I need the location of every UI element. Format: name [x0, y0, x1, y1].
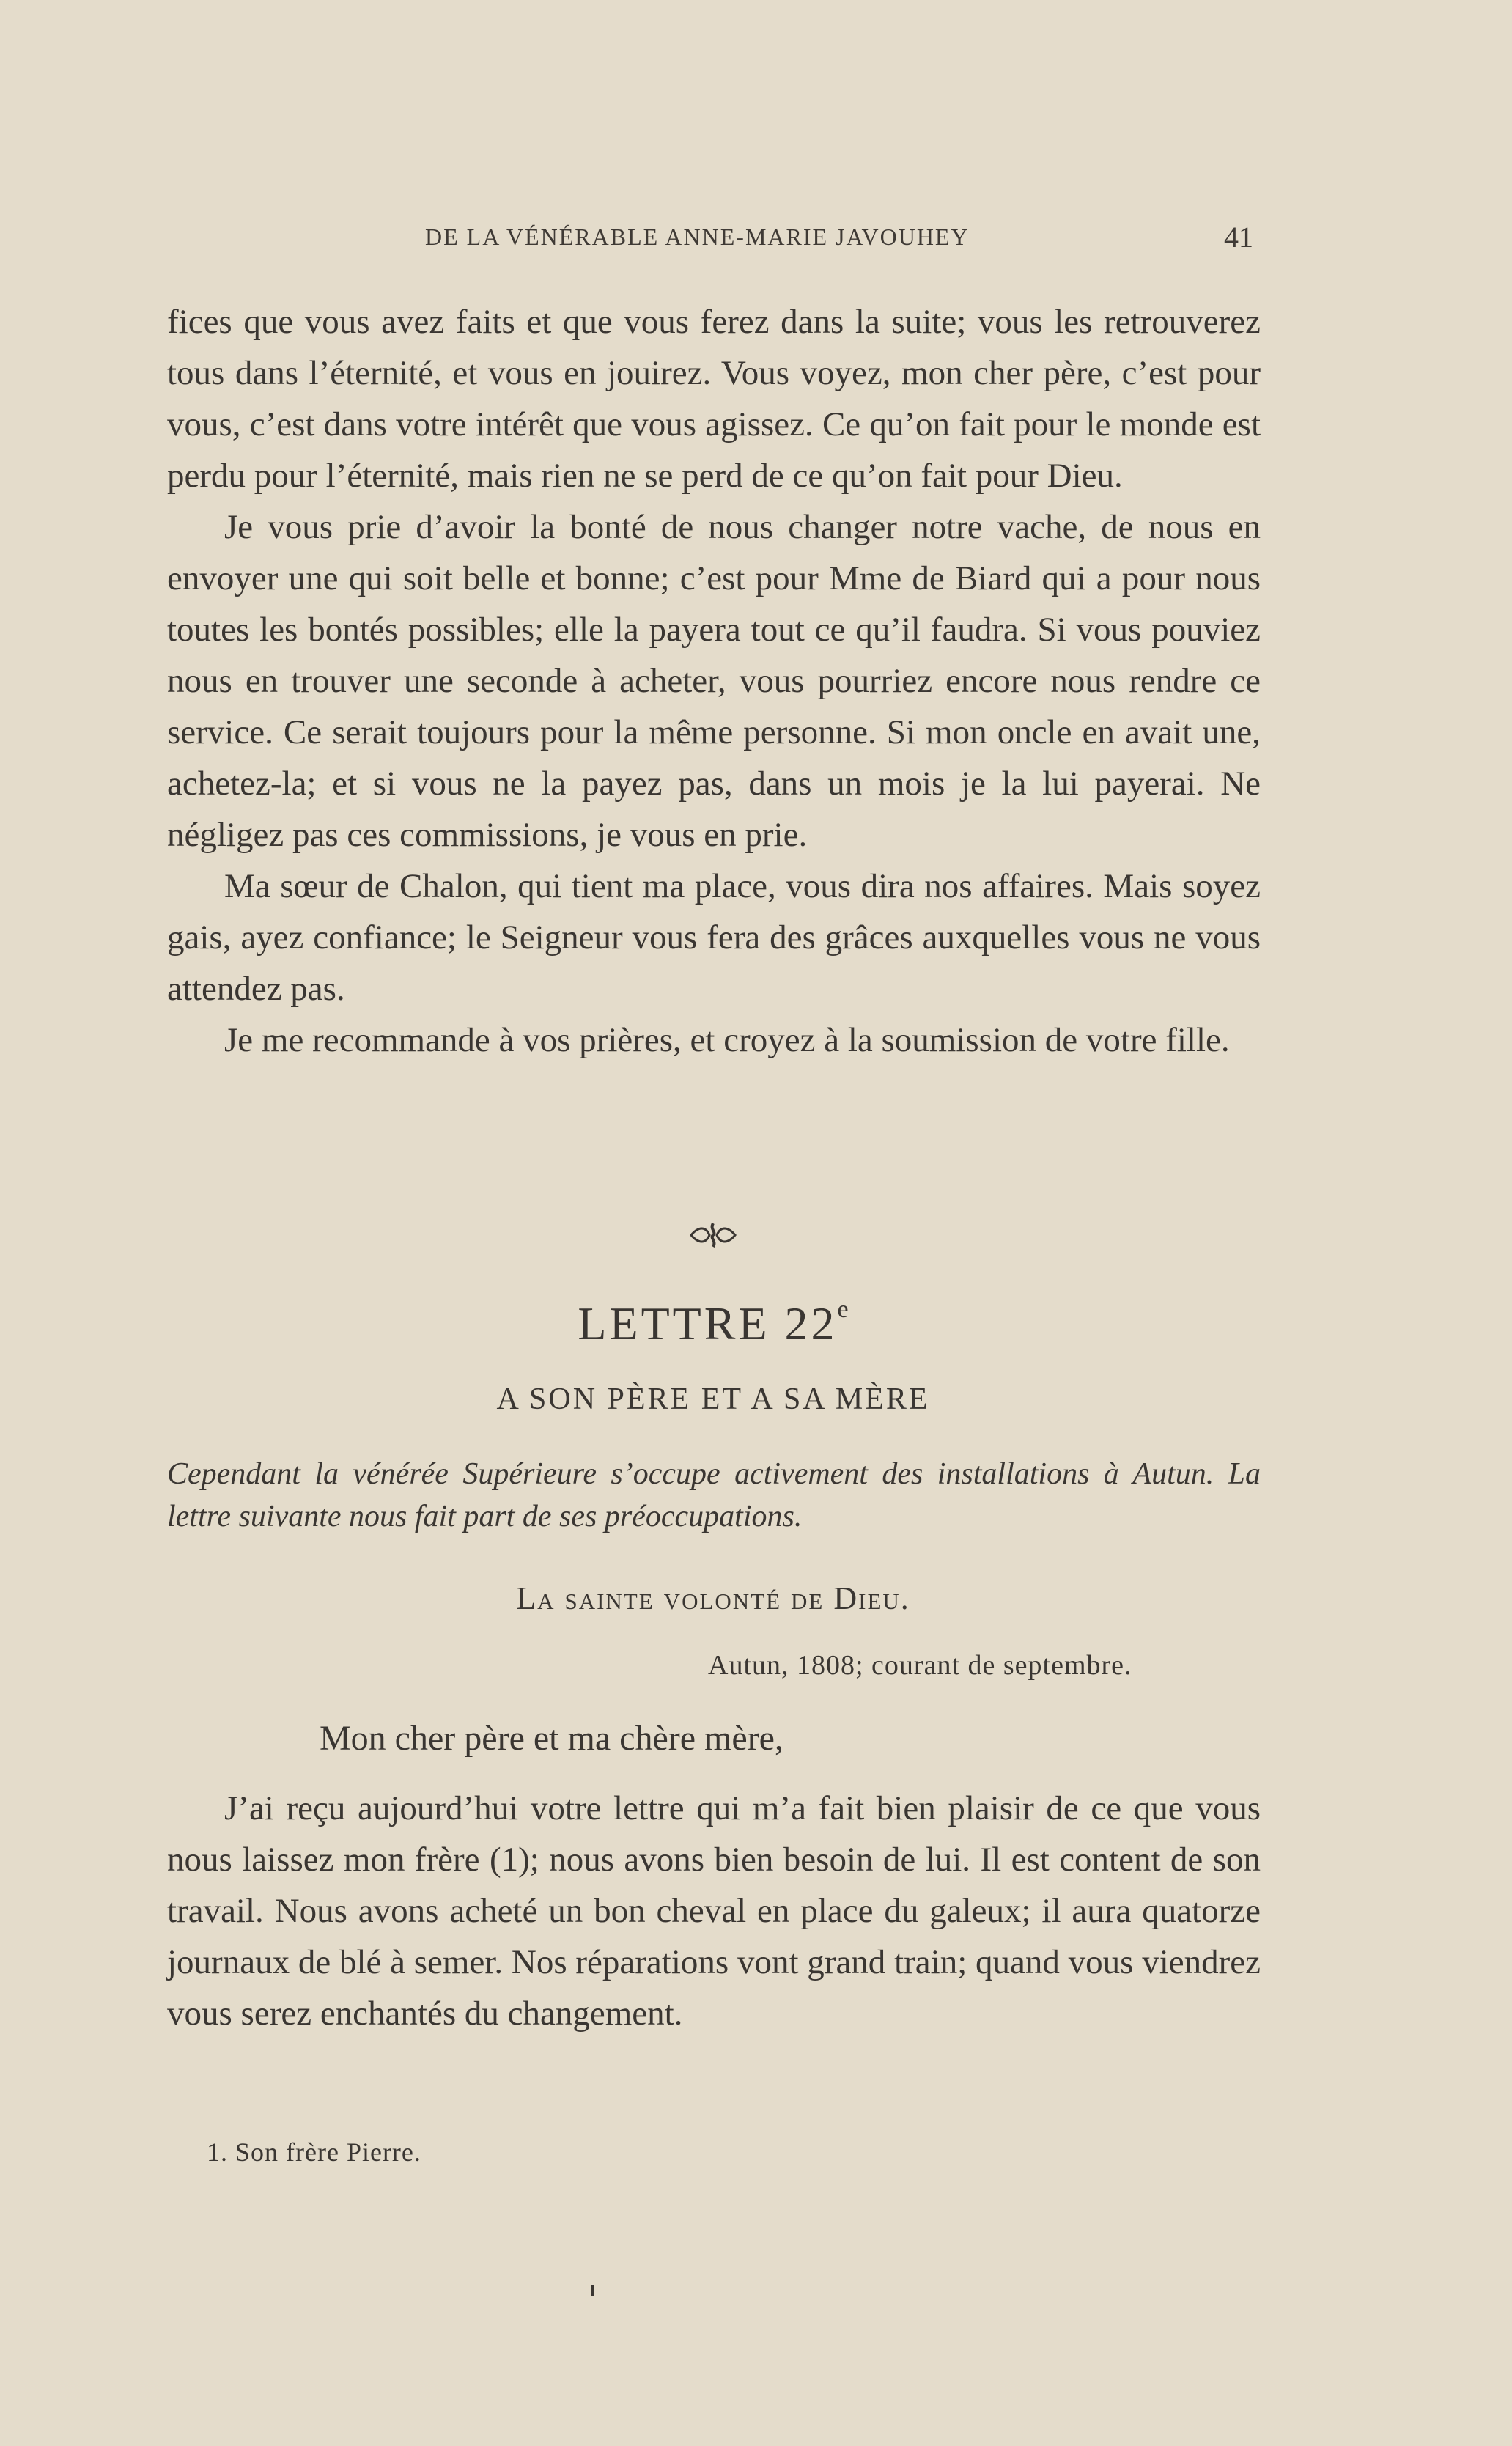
paragraph: Je vous prie d’avoir la bonté de nous changer notre vache, de nous en envoyer une qui soit belle et bonne; c’est pour Mme de Biard qui a pour nous toutes les bontés possibles; elle la payera tout ce qu’il faudra. Si vous pouviez nous en trouver une seconde à acheter, vous pourriez encore nous rendre ce service. Ce serait toujours pour la même personne. Si mon oncle en avait une, achetez-la; et si vous ne la payez pas, dans un mois je la lui payerai. Ne négligez pas ces commissions, je vous en prie.: [167, 508, 1261, 854]
running-title: DE LA VÉNÉRABLE ANNE-MARIE JAVOUHEY: [425, 224, 970, 250]
fleuron-ornament-icon: [687, 1220, 739, 1250]
letter-title: [0, 1296, 1426, 1351]
letter-recipient: A SON PÈRE ET A SA MÈRE: [496, 1382, 930, 1416]
letter-salutation: Mon cher père et ma chère mère,: [320, 1719, 783, 1758]
paragraph: J’ai reçu aujourd’hui votre lettre qui m’a fait bien plaisir de ce que vous nous laissez mon frère (1); nous avons bien besoin de lui. Il est content de son travail. Nous avons acheté un bon cheval en place du galeux; il aura quatorze journaux de blé à semer. Nos réparations vont grand train; quand vous viendrez vous serez enchantés du changement.: [167, 1789, 1261, 2033]
paragraph: Je me recommande à vos prières, et croyez à la soumission de votre fille.: [224, 1021, 1230, 1059]
footnote: 1. Son frère Pierre.: [207, 2137, 421, 2167]
letter-title-text: LETTRE 22: [578, 1297, 838, 1349]
letter-title-superscript: e: [837, 1296, 849, 1323]
letter-body: [167, 1783, 1261, 2039]
paragraph: Ma sœur de Chalon, qui tient ma place, vous dira nos affaires. Mais soyez gais, ayez confiance; le Seigneur vous fera des grâces auxquelles vous ne vous attendez pas.: [167, 867, 1261, 1008]
ink-speck: [591, 2285, 594, 2296]
letter-dateline: Autun, 1808; courant de septembre.: [708, 1650, 1132, 1681]
paragraph: fices que vous avez faits et que vous ferez dans la suite; vous les retrouverez tous dans l’éternité, et vous en jouirez. Vous voyez, mon cher père, c’est pour vous, c’est dans votre intérêt que vous agissez. Ce qu’on fait pour le monde est perdu pour l’éternité, mais rien ne se perd de ce qu’on fait pour Dieu.: [167, 303, 1261, 495]
letter-continuation: [167, 296, 1261, 1066]
letter-introduction: Cependant la vénérée Supérieure s’occupe activement des installations à Autun. La lettre suivante nous fait part de ses préoccupations.: [167, 1457, 1261, 1533]
letter-motto: La sainte volonté de Dieu.: [516, 1580, 910, 1616]
page-number: 41: [1224, 221, 1253, 254]
